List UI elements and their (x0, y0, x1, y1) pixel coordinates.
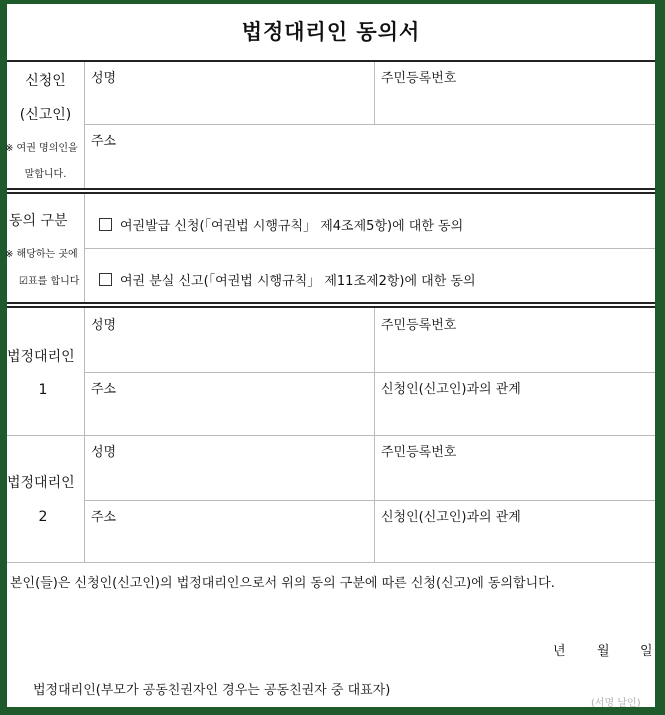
applicant-note: ※ 여권 명의인을 (5, 143, 78, 154)
divider (7, 192, 655, 194)
divider (7, 562, 655, 563)
rep2-name-field[interactable]: 성명 (91, 445, 117, 460)
consent-option-lost[interactable] (99, 270, 476, 289)
consent-statement: 본인(들)은 신청인(신고인)의 법정대리인으로서 위의 동의 구분에 따른 신청(신고)에 동의합니다. (10, 576, 555, 591)
signer-label: 법정대리인(부모가 공동친권자인 경우는 공동친권자 중 대표자) (33, 683, 391, 698)
form-title: 법정대리인 동의서 (241, 20, 421, 44)
rep2-number: 2 (38, 509, 48, 525)
divider (7, 302, 655, 304)
checkbox-issue[interactable] (99, 218, 112, 231)
divider (7, 306, 655, 308)
consent-option-issue[interactable] (99, 215, 463, 234)
rep1-label: 법정대리인 (7, 349, 75, 365)
rep1-relation-field[interactable]: 신청인(신고인)과의 관계 (381, 382, 521, 397)
rep2-relation-field[interactable]: 신청인(신고인)과의 관계 (381, 510, 521, 525)
consent-note: ※ 해당하는 곳에 (5, 249, 78, 260)
rep1-name-field[interactable]: 성명 (91, 318, 117, 333)
divider (374, 62, 375, 124)
divider (7, 435, 655, 436)
date-year[interactable]: 년 (553, 644, 566, 659)
checkbox-lost[interactable] (99, 273, 112, 286)
applicant-label-sub: (신고인) (19, 107, 72, 123)
divider (84, 500, 655, 501)
rep2-address-field[interactable]: 주소 (91, 510, 117, 525)
divider (84, 248, 655, 249)
divider (84, 124, 655, 125)
rep2-rrn-field[interactable]: 주민등록번호 (381, 445, 457, 460)
consent-form (7, 4, 655, 707)
divider (84, 62, 85, 188)
rep2-label: 법정대리인 (7, 475, 75, 491)
consent-note-2: ☑표를 합니다 (19, 276, 80, 287)
rep1-address-field[interactable]: 주소 (91, 382, 117, 397)
applicant-note-2: 말합니다. (24, 169, 67, 180)
consent-option-issue-label: 여권발급 신청(「여권법 시행규칙」 제4조제5항)에 대한 동의 (120, 219, 464, 234)
applicant-name-field[interactable]: 성명 (91, 71, 117, 86)
divider (84, 372, 655, 373)
rep1-number: 1 (38, 382, 48, 398)
divider (7, 60, 655, 62)
date-day[interactable]: 일 (640, 644, 653, 659)
applicant-address-field[interactable]: 주소 (91, 134, 117, 149)
consent-label: 동의 구분 (9, 213, 68, 229)
divider (7, 188, 655, 190)
signature-field[interactable]: (서명 날인) (591, 698, 641, 709)
applicant-label: 신청인 (25, 73, 66, 89)
consent-option-lost-label: 여권 분실 신고(「여권법 시행규칙」 제11조제2항)에 대한 동의 (120, 274, 476, 289)
rep1-rrn-field[interactable]: 주민등록번호 (381, 318, 457, 333)
date-month[interactable]: 월 (597, 644, 610, 659)
applicant-rrn-field[interactable]: 주민등록번호 (381, 71, 457, 86)
